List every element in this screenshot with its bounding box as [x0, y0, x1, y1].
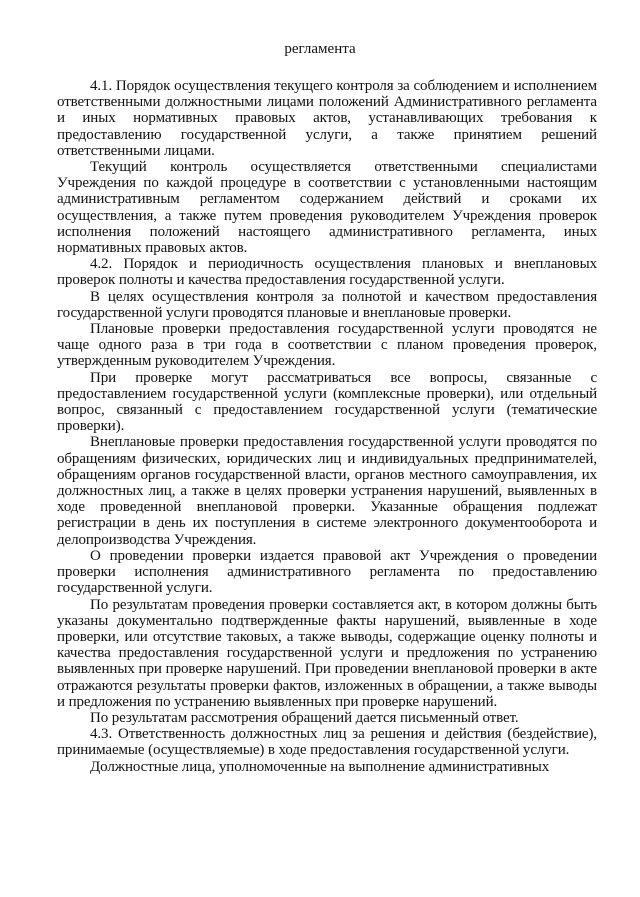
paragraph-check-results: По результатам проведения проверки составляется акт, в котором должны быть указаны документально подтвержденные факты нарушений, выявленные в ходе проверки, или отсутствие таковых, а также выводы, содержащие оценку полноты и качества предоставления государственной услуги и предложения по устранению выявленных при проверке нарушений. При проведении внеплановой проверки в акте отражаются результаты проверки фактов, изложенных в обращении, а также выводы и предложения по устранению выявленных при проверке нарушений. [57, 596, 597, 710]
paragraph-written-answer: По результатам рассмотрения обращений дается письменный ответ. [90, 709, 519, 726]
paragraph-check-scope: При проверке могут рассматриваться все вопросы, связанные с предоставлением государственной услуги (комплексные проверки), или отдельный вопрос, связанный с предоставлением государственной услуги (тематические проверки). [57, 369, 597, 435]
paragraph-planned-checks: Плановые проверки предоставления государственной услуги проводятся не чаще одного раза в три года в соответствии с планом проведения проверок, утвержденным руководителем Учреждения. [57, 321, 597, 370]
paragraph-4-1: 4.1. Порядок осуществления текущего контроля за соблюдением и исполнением ответственными должностными лицами положений Административного регламента и иных нормативных правовых актов, устанавливающих требования к предоставлению государственной услуги, а также принятием решений ответственными лицами. [57, 78, 597, 159]
page-heading: регламента [284, 41, 356, 57]
paragraph-officials: Должностные лица, уполномоченные на выполнение административных [90, 758, 550, 775]
paragraph-unplanned-checks: Внеплановые проверки предоставления государственной услуги проводятся по обращениям физических, юридических лиц и индивидуальных предпринимателей, обращениям органов государственной власти, органов местного самоуправления, их должностных лиц, а также в целях проверки устранения нарушений, выявленных в ходе проведенной внеплановой проверки. Указанные обращения подлежат регистрации в день их поступления в системе электронного документооборота и делопроизводства Учреждения. [57, 434, 597, 548]
paragraph-control-purpose: В целях осуществления контроля за полнотой и качеством предоставления государственной услуги проводятся плановые и внеплановые проверки. [57, 288, 597, 321]
document-body [57, 78, 597, 775]
paragraph-4-2: 4.2. Порядок и периодичность осуществления плановых и внеплановых проверок полноты и качества предоставления государственной услуги. [57, 256, 597, 289]
paragraph-4-3: 4.3. Ответственность должностных лиц за решения и действия (бездействие), принимаемые (осуществляемые) в ходе предоставления государственной услуги. [57, 726, 597, 759]
paragraph-legal-act: О проведении проверки издается правовой акт Учреждения о проведении проверки исполнения административного регламента по предоставлению государственной услуги. [57, 547, 597, 597]
paragraph-current-control: Текущий контроль осуществляется ответственными специалистами Учреждения по каждой процедуре в соответствии с установленными настоящим административным регламентом содержанием действий и сроками их осуществления, а также путем проведения руководителем Учреждения проверок исполнения положений настоящего административного регламента, иных нормативных правовых актов. [57, 159, 597, 257]
